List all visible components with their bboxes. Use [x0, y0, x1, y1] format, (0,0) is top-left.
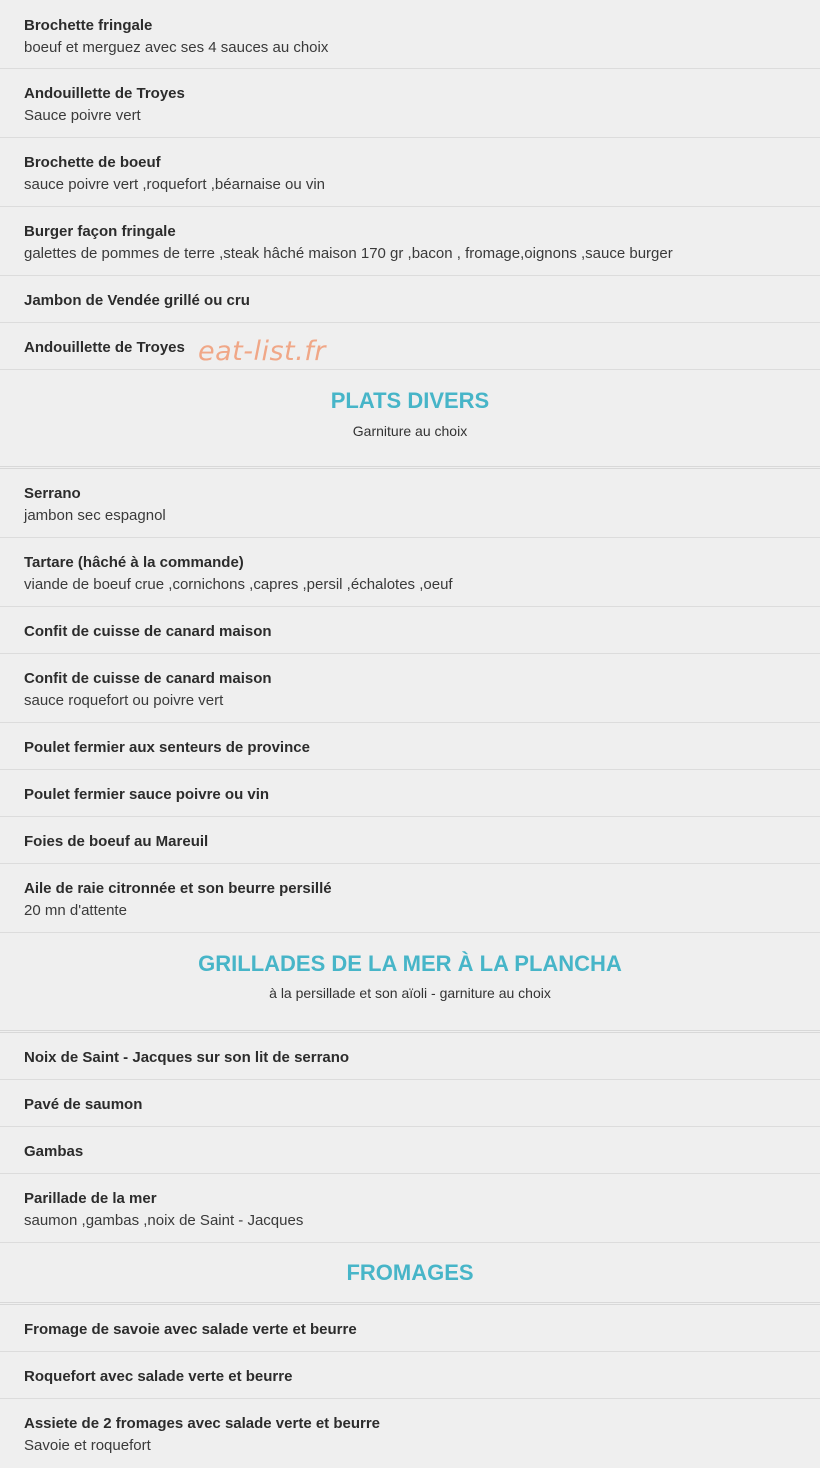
- menu-item: [0, 69, 820, 138]
- menu-item-desc: saumon ,gambas ,noix de Saint - Jacques: [24, 1212, 304, 1229]
- menu-item: [0, 1174, 820, 1243]
- section-title: GRILLADES DE LA MER À LA PLANCHA: [198, 951, 622, 976]
- menu-item-desc: sauce roquefort ou poivre vert: [24, 692, 224, 709]
- menu-item: [0, 0, 820, 69]
- menu-item: [0, 1033, 820, 1080]
- menu-item: [0, 1127, 820, 1174]
- menu-item: [0, 1305, 820, 1352]
- menu-item-title: Brochette de boeuf: [24, 154, 161, 171]
- menu-item-title: Roquefort avec salade verte et beurre: [24, 1368, 293, 1385]
- menu-item: [0, 1080, 820, 1127]
- menu-item: [0, 1352, 820, 1399]
- menu-item: [0, 323, 820, 370]
- menu-item-title: Pavé de saumon: [24, 1096, 143, 1113]
- menu-item: [0, 276, 820, 323]
- menu-item: [0, 538, 820, 607]
- menu-item-title: Foies de boeuf au Mareuil: [24, 833, 209, 850]
- menu-item-title: Brochette fringale: [24, 17, 153, 34]
- section-title: PLATS DIVERS: [330, 388, 490, 413]
- menu-item: [0, 207, 820, 276]
- section-fromages: [0, 1243, 820, 1305]
- menu-item-title: Gambas: [24, 1143, 84, 1160]
- menu-item-desc: Sauce poivre vert: [24, 107, 141, 124]
- menu-item-title: Tartare (hâché à la commande): [24, 554, 244, 571]
- menu-item: [0, 817, 820, 864]
- menu-item-title: Noix de Saint - Jacques sur son lit de serrano: [24, 1049, 350, 1066]
- menu-item-desc: sauce poivre vert ,roquefort ,béarnaise ou vin: [24, 176, 326, 193]
- menu-item-title: Confit de cuisse de canard maison: [24, 623, 272, 640]
- watermark-logo: eat-list.fr: [198, 336, 326, 367]
- menu-item-desc: galettes de pommes de terre ,steak hâché maison 170 gr ,bacon , fromage,oignons ,sauce burger: [24, 245, 673, 262]
- section-grillades-mer: [0, 933, 820, 1033]
- menu-item: [0, 654, 820, 723]
- menu-item-title: Poulet fermier sauce poivre ou vin: [24, 786, 270, 803]
- menu-item-title: Fromage de savoie avec salade verte et beurre: [24, 1321, 357, 1338]
- menu-item: [0, 723, 820, 770]
- menu-item-desc: viande de boeuf crue ,cornichons ,capres ,persil ,échalotes ,oeuf: [24, 576, 453, 593]
- menu-item-title: Poulet fermier aux senteurs de province: [24, 739, 310, 756]
- menu-item-title: Aile de raie citronnée et son beurre persillé: [24, 880, 332, 897]
- menu-item-title: Andouillette de Troyes: [24, 85, 185, 102]
- menu-item-title: Serrano: [24, 485, 81, 502]
- section-title: FROMAGES: [346, 1260, 474, 1285]
- menu-item: [0, 1399, 820, 1468]
- section-subtitle: Garniture au choix: [352, 423, 468, 439]
- menu-item-title: Jambon de Vendée grillé ou cru: [24, 292, 250, 309]
- menu-item: [0, 864, 820, 933]
- menu-item-title: Andouillette de Troyes: [24, 339, 185, 356]
- section-subtitle: à la persillade et son aïoli - garniture au choix: [269, 985, 551, 1001]
- menu-item-desc: Savoie et roquefort: [24, 1437, 151, 1454]
- menu-item-desc: jambon sec espagnol: [24, 507, 166, 524]
- menu-item-desc: 20 mn d'attente: [24, 902, 127, 919]
- menu-item: [0, 469, 820, 538]
- menu-item: [0, 607, 820, 654]
- menu-item-title: Confit de cuisse de canard maison: [24, 670, 272, 687]
- section-plats-divers: [0, 370, 820, 469]
- menu-item-title: Parillade de la mer: [24, 1190, 157, 1207]
- menu-item-title: Burger façon fringale: [24, 223, 176, 240]
- menu-item-title: Assiete de 2 fromages avec salade verte et beurre: [24, 1415, 381, 1432]
- menu-item: [0, 770, 820, 817]
- menu-item-desc: boeuf et merguez avec ses 4 sauces au choix: [24, 39, 329, 56]
- menu-item: [0, 138, 820, 207]
